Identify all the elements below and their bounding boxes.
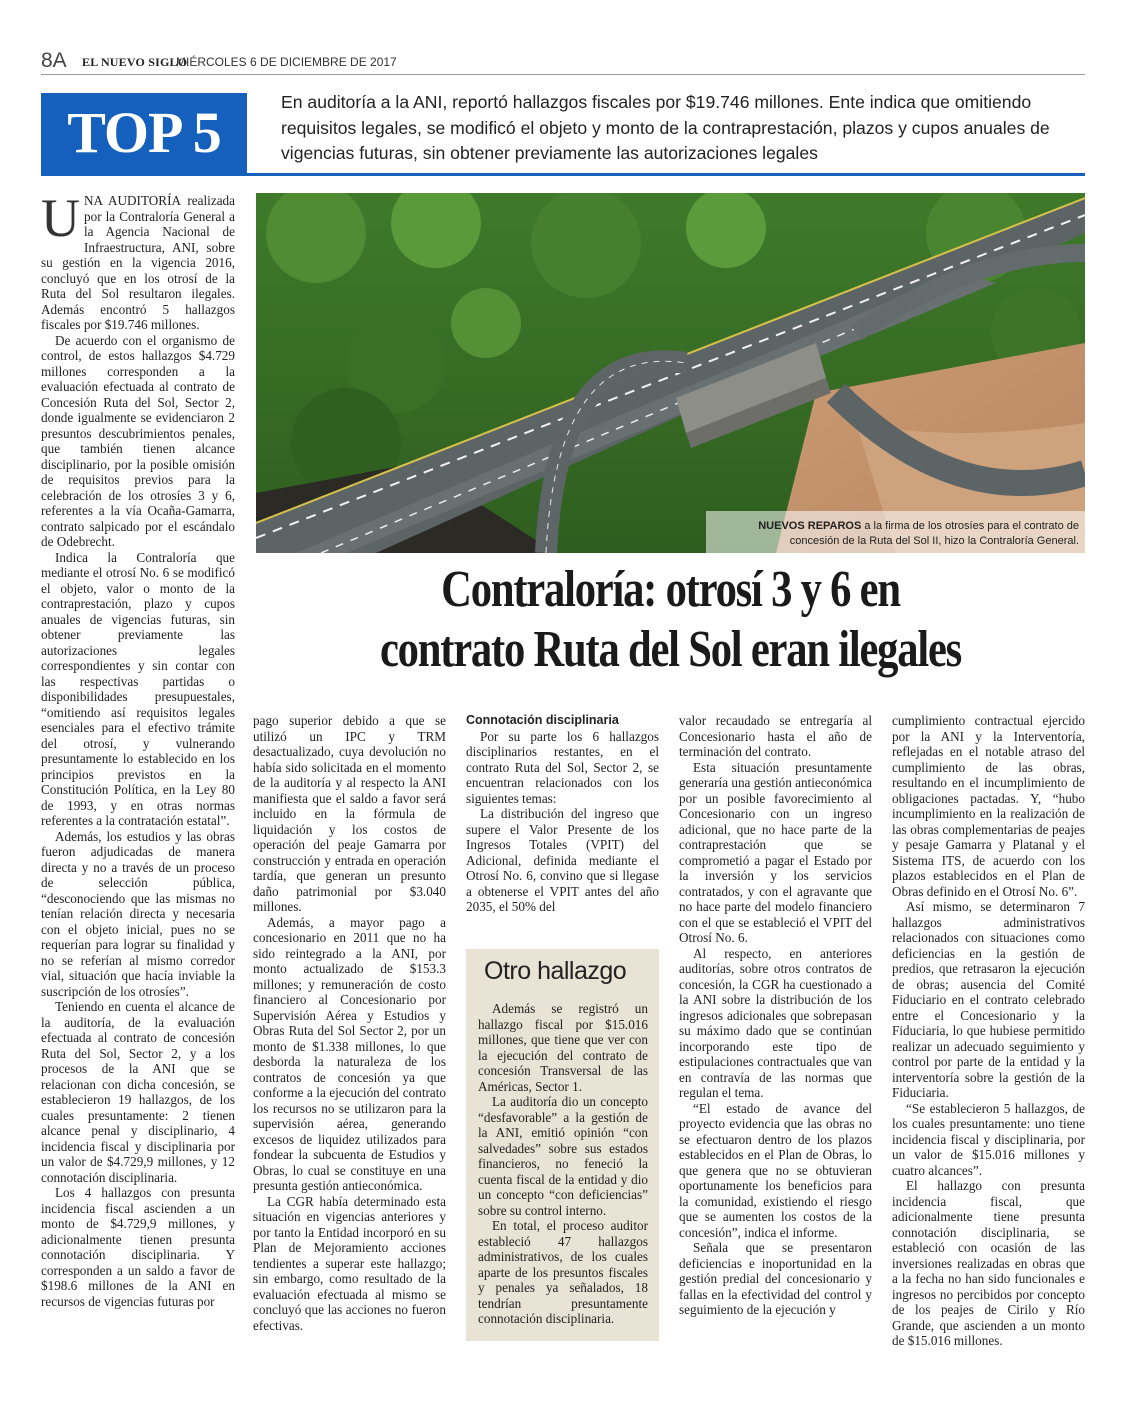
article-column-5 (892, 713, 1085, 1349)
photo-caption (749, 519, 1079, 549)
paragraph-text: realizada por la Contraloría General a la Agencia Nacional de Infraestructura, ANI, sobre su gestión en la vigencia 2016, concluyó que en los otrosí de la Ruta del Sol resultaron ilegales. Además encontró 5 hallazgos fiscales por $19.746 millones. (41, 193, 235, 332)
paragraph: Además, a mayor pago a concesionario en 2011 que no ha sido reintegrado a la ANI, por monto actualizado de $153.3 millones; y remuneración de costo financiero al Concesionario por Supervisión Aérea y Estudios y Obras Ruta del Sol Sector 2, por un monto de $1.338 millones, lo que desborda la naturaleza de los contratos de concesión ya que conforme a la ejecución del contrato los recursos no se utilizaron para la supervisión aérea, generando excesos de liquidez utilizados para fondear la subcuenta de Estudios y Obras, lo cual se constituye en una presunta gestión antieconómica. (253, 914, 446, 1193)
paragraph: La distribución del ingreso que supere el Valor Presente de los Ingresos Totales (VPIT) del Adicional, definida mediante el Otrosí No. 6, convino que si llegase a obtenerse el VPIT antes del año 2035, el 50% del (466, 806, 659, 914)
paragraph: Por su parte los 6 hallazgos disciplinarios restantes, en el contrato Ruta del Sol, Sector 2, se encuentran relacionados con los siguientes temas: (466, 728, 659, 806)
article-column-4 (679, 713, 872, 1318)
sidebar-title: Otro hallazgo (484, 957, 627, 985)
paragraph: Al respecto, en anteriores auditorías, sobre otros contratos de concesión, la CGR ha cuestionado a la ANI sobre la distribución de los ingresos adicionales que sobrepasan su máximo dado que se continúan incorporando este tipo de estipulaciones contractuales que van en contravía de las normas que regulan el tema. (679, 945, 872, 1100)
paragraph: Así mismo, se determinaron 7 hallazgos administrativos relacionados con situaciones como deficiencias en la gestión de predios, que retrasaron la ejecución de obras; ausencia del Comité Fiduciario en el contrato celebrado entre el Concesionario y la Fiduciaria, lo que hubiese permitido realizar un adecuado seguimiento y control por parte de la entidad y la interventoría sobre la gestión de la Fiduciaria. (892, 899, 1085, 1100)
header-divider (41, 74, 1085, 75)
headline (331, 560, 1011, 680)
paragraph: Además, los estudios y las obras fueron adjudicadas de manera directa y no a través de un proceso de selección pública, “desconociendo que las mismas no tenían relación directa y necesaria con el objeto inicial, pues no se requerían para lograr su finalidad y no se referían al mismo corredor vial, situación que hacía inviable la suscripción de los otrosíes”. (41, 828, 235, 999)
paragraph: Indica la Contraloría que mediante el otrosí No. 6 se modificó el objeto, valor o monto de la contraprestación, plazo y cupos anuales de vigencias futuras, sin obtener previamente las autorizaciones legales correspondientes y sin contar con las respectivas partidas o disponibilidades presupuestales, “omitiendo así requisitos legales esenciales para el efectivo trámite del otrosí, y vulnerando presuntamente lo establecido en los principios previstos en la Constitución Política, en la Ley 80 de 1993, y en otras normas referentes a la contratación estatal”. (41, 549, 235, 828)
paragraph: valor recaudado se entregaría al Concesionario hasta el año de terminación del contrato. (679, 713, 872, 759)
drop-cap: U (41, 188, 80, 248)
paragraph: De acuerdo con el organismo de control, de estos hallazgos $4.729 millones corresponden a la evaluación efectuada al contrato de Concesión Ruta del Sol, Sector 2, donde igualmente se evidenciaron 2 presuntos descubrimientos penales, que también tienen alcance disciplinario, por la posible omisión de requisitos previos para la celebración de los otrosíes 3 y 6, referentes a la vía Ocaña-Gamarra, contrato salpicado por el escándalo de Odebrecht. (41, 332, 235, 549)
paragraph: Los 4 hallazgos con presunta incidencia fiscal ascienden a un monto de $4.729,9 millones, y adicionalmente tienen presunta connotación disciplinaria. Y corresponden a un saldo a favor de $198.6 millones de la ANI en recursos de vigencias futuras por (41, 1185, 235, 1309)
subheading: Connotación disciplinaria (466, 713, 619, 727)
paragraph: cumplimiento contractual ejercido por la ANI y la Interventoría, reflejadas en el notable atraso del cumplimiento de las obras, resultando en el incumplimiento de obligaciones pactadas. Y, “hubo incumplimiento en la realización de las obras complementarias de peajes y pesaje Gamarra y Platanal y el Sistema ITS, de acuerdo con los plazos establecidos en el Plan de Obras definido en el Otrosí No. 6”. (892, 713, 1085, 899)
paragraph: La auditoría dio un concepto “desfavorable” a la gestión de la ANI, emitió opinión “con salvedades” sobre sus estados financieros, no feneció la cuenta fiscal de la entidad y dio un concepto “con deficiencias” sobre su control interno. (478, 1094, 648, 1218)
highway-photo (256, 193, 1085, 553)
paragraph: Esta situación presuntamente generaría una gestión antieconómica por un posible favorecimiento al Concesionario con un ingreso adicional, que no hace parte de la contraprestación que se comprometió a pagar el Estado por la inversión y los servicios contratados, y con el agravante que no hace parte del modelo financiero con el que se estableció el VPIT del Otrosí No. 6. (679, 759, 872, 945)
page-number: 8A (41, 49, 67, 72)
headline-line-2: contrato Ruta del Sol eran ilegales (379, 621, 962, 678)
caption-text: a la firma de los otrosíes para el contrato de concesión de la Ruta del Sol II, hizo la Contraloría General. (789, 520, 1079, 547)
paragraph: pago superior debido a que se utilizó un IPC y TRM desactualizado, cuya devolución no había sido solicitada en el momento de la auditoría y al respecto la ANI manifiesta que el saldo a favor será incluido en la fórmula de liquidación y los costos de operación del peaje Gamarra por construcción y entrada en operación tardía, que generan un presunto daño patrimonial por $3.040 millones. (253, 713, 446, 914)
paragraph: El hallazgo con presunta incidencia fiscal, que adicionalmente tiene presunta connotación disciplinaria, se estableció con ocasión de las inversiones realizadas en obras que a la fecha no han sido funcionales e ingresos no percibidos por concepto de los peajes de Cirilo y Río Grande, que ascienden a un monto de $15.016 millones. (892, 1178, 1085, 1348)
paragraph: “El estado de avance del proyecto evidencia que las obras no se efectuaron dentro de los plazos establecidos en el Plan de Obras, lo que genera que no se obtuvieran oportunamente los beneficios para la comunidad, existiendo el riesgo que se aumenten los costos de la concesión”, indica el informe. (679, 1100, 872, 1240)
newspaper-name: EL NUEVO SIGLO (82, 55, 188, 69)
paragraph: “Se establecieron 5 hallazgos, de los cuales presuntamente: uno tiene incidencia fiscal y disciplinaria, por un valor de $15.016 millones y cuatro alcances”. (892, 1100, 1085, 1178)
paragraph: Señala que se presentaron deficiencias e inoportunidad en la gestión predial del concesionario y fallas en la efectividad del control y seguimiento de la ejecución y (679, 1240, 872, 1317)
paragraph (41, 188, 235, 333)
article-deck: En auditoría a la ANI, reportó hallazgos fiscales por $19.746 millones. Ente indica que omitiendo requisitos legales, se modificó el objeto y monto de la contraprestación, plazos y cupos anuales de vigencias futuras, sin obtener previamente las autorizaciones legales (281, 92, 1050, 163)
paragraph: Teniendo en cuenta el alcance de la auditoría, de la evaluación efectuada al contrato de concesión Ruta del Sol, Sector 2, y a los procesos de la ANI que se relacionan con dicha concesión, se establecieron 19 hallazgos, de los cuales presuntamente: 2 tienen alcance penal y disciplinario, 4 incidencia fiscal y disciplinaria por un valor de $4.729,9 millones, y 12 connotación disciplinaria. (41, 999, 235, 1185)
paragraph: En total, el proceso auditor estableció 47 hallazgos administrativos, de los cuales aparte de los presuntos fiscales y penales ya señalados, 18 tendrían presuntamente connotación disciplinaria. (478, 1218, 648, 1326)
paragraph: La CGR había determinado esta situación en vigencias anteriores y por tanto la Entidad incorporó en su Plan de Mejoramiento acciones tendientes a superar este hallazgo; sin embargo, como resultado de la evaluación efectuada al mismo se concluyó que las acciones no fueron efectivas. (253, 1193, 446, 1333)
issue-date: MIÉRCOLES 6 DE DICIEMBRE DE 2017 (176, 55, 397, 69)
section-badge: TOP 5 (41, 93, 247, 173)
sidebar-box (466, 949, 659, 1341)
headline-line-1: Contraloría: otrosí 3 y 6 en (441, 561, 900, 618)
caption-lead: NUEVOS REPAROS (758, 520, 862, 532)
article-column-3 (466, 713, 659, 915)
article-column-1 (41, 188, 235, 1309)
paragraph: Además se registró un hallazgo fiscal por $15.016 millones, que tiene que ver con la ejecución del contrato de concesión Transversal de las Américas, Sector 1. (478, 1001, 648, 1094)
article-column-2 (253, 713, 446, 1333)
sidebar-body (478, 1001, 648, 1327)
lead-words: NA AUDITORÍA (84, 193, 182, 208)
section-rule (41, 173, 1085, 176)
